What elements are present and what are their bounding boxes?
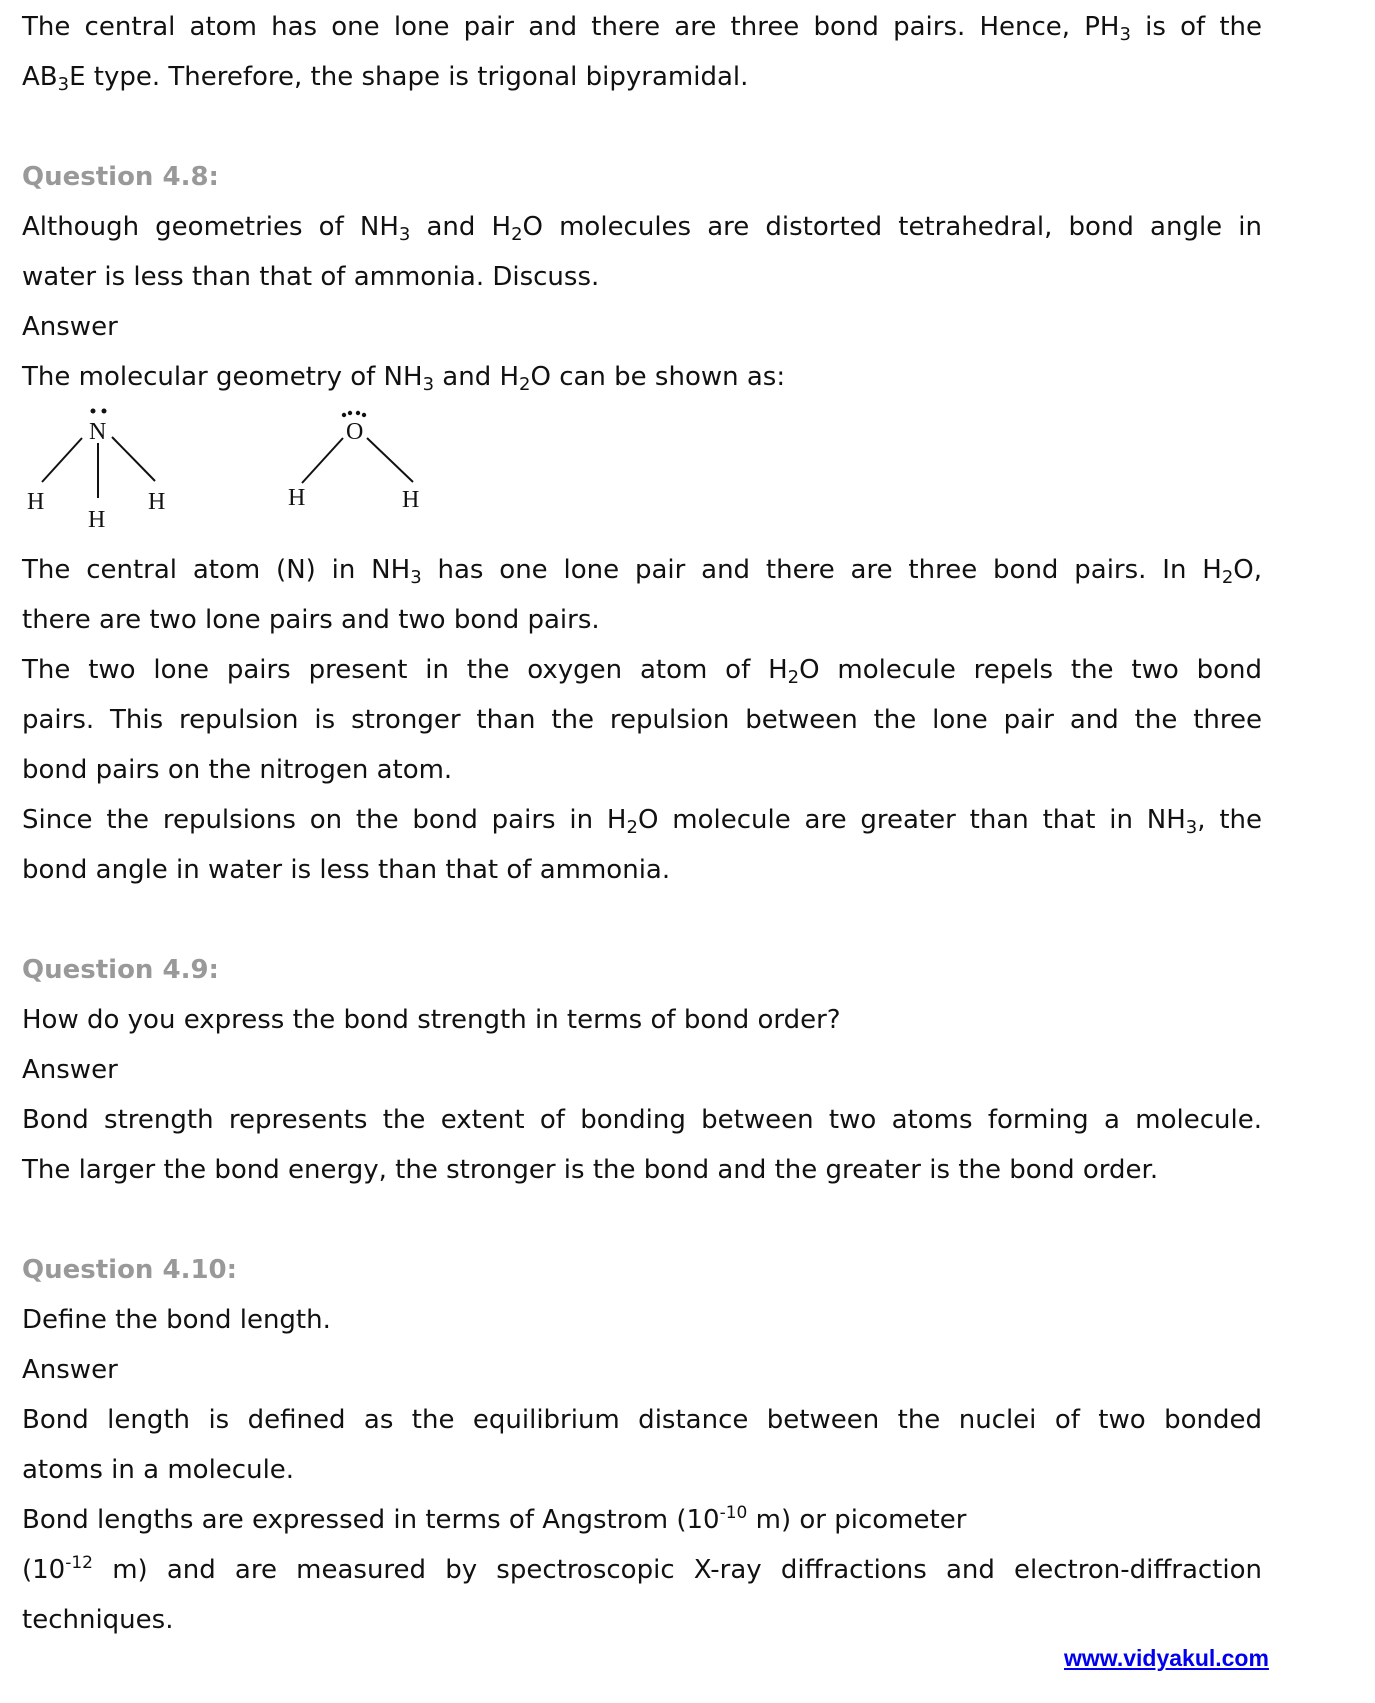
intro-line-1: The central atom has one lone pair and there are three bond pairs. Hence, $PH_3$ is of the	[22, 12, 1263, 45]
paragraph: Since the repulsions on the bond pairs in $H_2O$ molecule are greater than that in $NH_3$, the	[22, 805, 1263, 838]
paragraph: bond pairs on the nitrogen atom.	[22, 755, 453, 785]
paragraph: The central atom (N) in $NH_3$ has one lone pair and there are three bond pairs. In $H_2O$,	[22, 555, 1263, 588]
answer-label: Answer	[22, 1355, 118, 1385]
intro-line-2: $AB_3E$ type. Therefore, the shape is trigonal bipyramidal.	[22, 62, 749, 95]
answer-text: atoms in a molecule.	[22, 1455, 295, 1485]
hydrogen-atom: H	[148, 489, 166, 515]
molecular-geometry-diagram	[0, 405, 450, 535]
answer-label: Answer	[22, 1055, 118, 1085]
answer-text: Bond length is defined as the equilibrium distance between the nuclei of two bonded	[22, 1405, 1262, 1435]
hydrogen-atom: H	[88, 507, 106, 533]
answer-text: ($10^{-12}$ m) and are measured by spectroscopic X-ray diffractions and electron-diffraction	[22, 1553, 1262, 1585]
paragraph: pairs. This repulsion is stronger than the repulsion between the lone pair and the three	[22, 705, 1262, 735]
answer-text: Bond lengths are expressed in terms of Angstrom ($10^{-10}$ m) or picometer	[22, 1503, 967, 1535]
answer-text: The molecular geometry of $NH_3$ and $H_2O$ can be shown as:	[22, 362, 786, 395]
answer-text: Bond strength represents the extent of bonding between two atoms forming a molecule.	[22, 1105, 1262, 1135]
vidyakul-website-link[interactable]: www.vidyakul.com	[1064, 1645, 1269, 1671]
question-4-8-text: Although geometries of $NH_3$ and $H_2O$ molecules are distorted tetrahedral, bond angle in	[22, 212, 1262, 245]
oxygen-atom: O	[346, 419, 364, 445]
question-4-9-heading: Question 4.9:	[22, 955, 219, 985]
question-4-9-text: How do you express the bond strength in terms of bond order?	[22, 1005, 841, 1035]
question-4-8-heading: Question 4.8:	[22, 162, 219, 192]
hydrogen-atom: H	[402, 487, 420, 513]
question-4-10-text: Define the bond length.	[22, 1305, 331, 1335]
nitrogen-atom: N	[89, 419, 107, 445]
hydrogen-atom: H	[27, 489, 45, 515]
answer-label: Answer	[22, 312, 118, 342]
question-4-10-heading: Question 4.10:	[22, 1255, 238, 1285]
paragraph: there are two lone pairs and two bond pairs.	[22, 605, 600, 635]
answer-text: The larger the bond energy, the stronger is the bond and the greater is the bond order.	[22, 1155, 1159, 1185]
question-4-8-text-2: water is less than that of ammonia. Discuss.	[22, 262, 600, 292]
answer-text: techniques.	[22, 1605, 174, 1635]
paragraph: bond angle in water is less than that of ammonia.	[22, 855, 671, 885]
hydrogen-atom: H	[288, 485, 306, 511]
paragraph: The two lone pairs present in the oxygen atom of $H_2O$ molecule repels the two bond	[22, 655, 1262, 688]
